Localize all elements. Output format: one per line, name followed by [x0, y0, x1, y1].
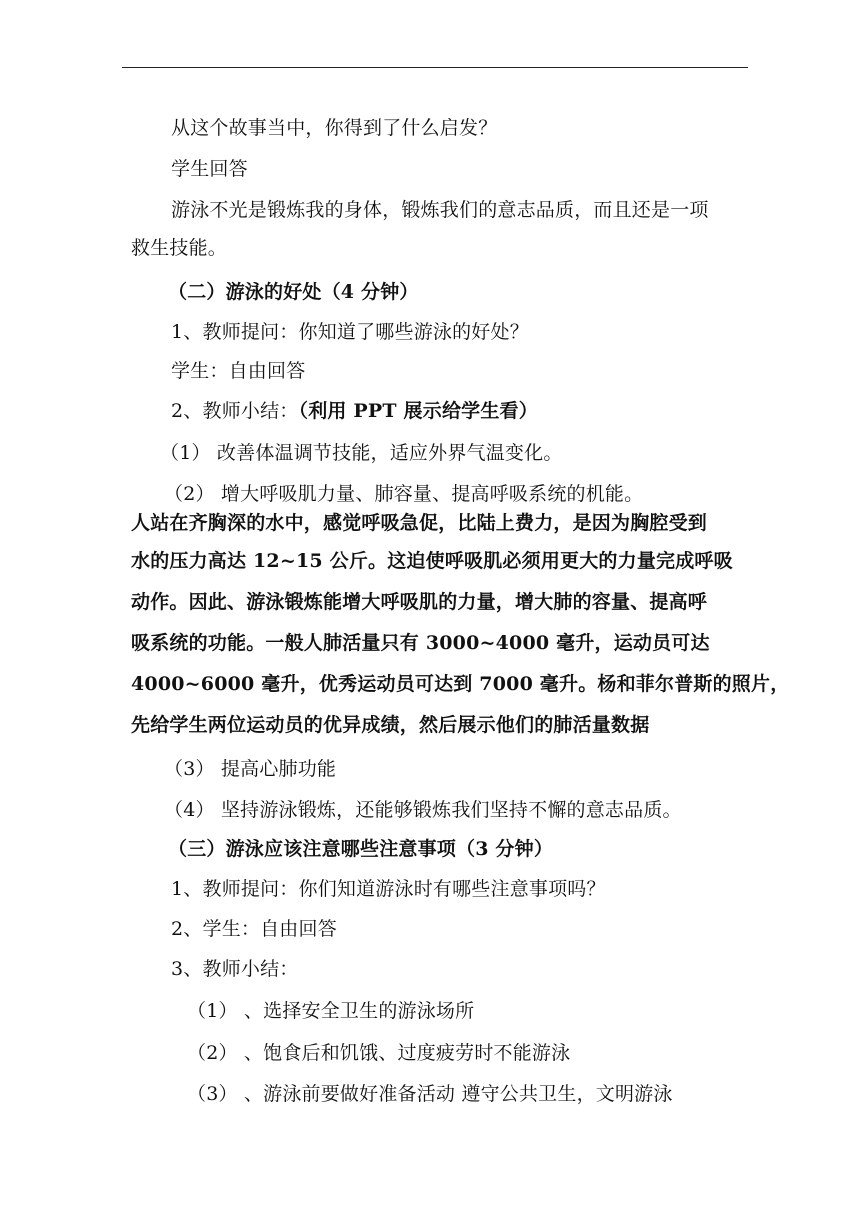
text-line: 游泳不光是锻炼我的身体，锻炼我们的意志品质，而且还是一项: [171, 199, 709, 221]
text-line: 1、教师提问：你们知道游泳时有哪些注意事项吗？: [171, 878, 606, 900]
header-rule: [122, 67, 748, 68]
text-line: 吸系统的功能。一般人肺活量只有 3000~4000 毫升，运动员可达: [131, 632, 710, 654]
list-item: （3） 提高心肺功能: [164, 758, 337, 780]
text-line: 人站在齐胸深的水中，感觉呼吸急促，比陆上费力，是因为胸腔受到: [131, 512, 708, 534]
list-item: （4） 坚持游泳锻炼，还能够锻炼我们坚持不懈的意志品质。: [164, 799, 682, 821]
text-line: 学生：自由回答: [171, 360, 306, 382]
text-line: [171, 398, 538, 424]
ppt-note: （利用 PPT 展示给学生看）: [298, 400, 538, 422]
text-line: 学生回答: [171, 158, 248, 180]
text-line: 2、学生：自由回答: [171, 918, 337, 940]
text-line: 1、教师提问：你知道了哪些游泳的好处？: [171, 321, 529, 343]
text-line: 先给学生两位运动员的优异成绩，然后展示他们的肺活量数据: [131, 714, 650, 736]
list-item: （1） 改善体温调节技能，适应外界气温变化。: [160, 442, 563, 464]
text-line: 从这个故事当中，你得到了什么启发？: [171, 117, 498, 139]
text-line: 3、教师小结：: [171, 958, 299, 980]
text-line: 水的压力高达 12~15 公斤。这迫使呼吸肌必须用更大的力量完成呼吸: [131, 550, 733, 572]
text-line: 救生技能。: [131, 237, 228, 259]
list-item: （1） 、选择安全卫生的游泳场所: [187, 1000, 475, 1022]
section-heading: （二）游泳的好处（4 分钟）: [168, 281, 419, 303]
section-heading: （三）游泳应该注意哪些注意事项（3 分钟）: [168, 838, 554, 860]
list-item: （2） 、饱食后和饥饿、过度疲劳时不能游泳: [187, 1042, 571, 1064]
text-line: 4000~6000 毫升，优秀运动员可达到 7000 毫升。杨和菲尔普斯的照片，: [131, 673, 790, 695]
text-line: 动作。因此、游泳锻炼能增大呼吸肌的力量，增大肺的容量、提高呼: [131, 591, 708, 613]
list-item: （2） 增大呼吸肌力量、肺容量、提高呼吸系统的机能。: [164, 483, 644, 505]
summary-label: 2、教师小结：: [171, 400, 299, 422]
list-item: （3） 、游泳前要做好准备活动 遵守公共卫生，文明游泳: [187, 1083, 673, 1105]
